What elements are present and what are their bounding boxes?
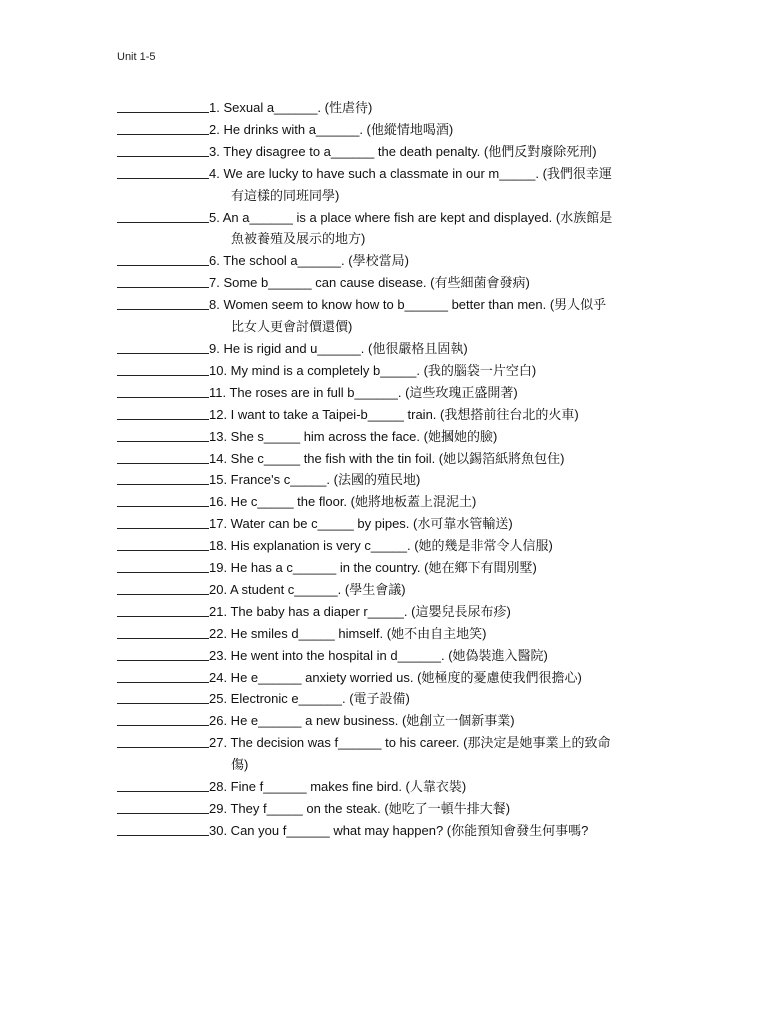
answer-blank[interactable] xyxy=(117,163,209,179)
item-text: 13. She s_____ him across the face. (她摑她的臉) xyxy=(209,428,498,444)
item-text: 17. Water can be c_____ by pipes. (水可靠水管輸送) xyxy=(209,516,513,532)
item-text-continued: 比女人更會討價還價) xyxy=(231,319,353,335)
item-text: 30. Can you f______ what may happen? (你能預知會發生何事嗎? xyxy=(209,822,589,838)
item-text: 4. We are lucky to have such a classmate in our m_____. (我們很幸運 有這樣的同班同學) xyxy=(209,163,677,207)
answer-blank[interactable] xyxy=(117,579,209,595)
answer-blank[interactable] xyxy=(117,623,209,639)
answer-blank[interactable] xyxy=(117,513,209,529)
list-item xyxy=(117,141,677,163)
list-item xyxy=(117,448,677,470)
item-text-continued: 有這樣的同班同學) xyxy=(231,187,340,203)
item-text: 9. He is rigid and u______. (他很嚴格且固執) xyxy=(209,340,468,356)
list-item xyxy=(117,732,677,776)
list-item xyxy=(117,382,677,404)
page-title: Unit 1-5 xyxy=(117,51,156,63)
list-item xyxy=(117,119,677,141)
item-text: 18. His explanation is very c_____. (她的幾是非常令人信服) xyxy=(209,538,553,554)
list-item xyxy=(117,207,677,251)
list-item xyxy=(117,360,677,382)
list-item xyxy=(117,776,677,798)
list-item xyxy=(117,798,677,820)
exercise-list xyxy=(117,97,677,842)
item-text: 3. They disagree to a______ the death penalty. (他們反對廢除死刑) xyxy=(209,143,597,159)
item-text: 21. The baby has a diaper r_____. (這嬰兒長尿布疹) xyxy=(209,603,511,619)
list-item xyxy=(117,338,677,360)
list-item xyxy=(117,469,677,491)
item-text: 24. He e______ anxiety worried us. (她極度的憂慮使我們很擔心) xyxy=(209,669,582,685)
list-item xyxy=(117,426,677,448)
list-item xyxy=(117,294,677,338)
list-item xyxy=(117,667,677,689)
list-item xyxy=(117,535,677,557)
answer-blank[interactable] xyxy=(117,338,209,354)
list-item xyxy=(117,710,677,732)
answer-blank[interactable] xyxy=(117,448,209,464)
item-text: 6. The school a______. (學校當局) xyxy=(209,253,409,269)
answer-blank[interactable] xyxy=(117,798,209,814)
item-text: 22. He smiles d_____ himself. (她不由自主地笑) xyxy=(209,625,487,641)
item-text: 29. They f_____ on the steak. (她吃了一頓牛排大餐) xyxy=(209,801,511,816)
item-text: 14. She c_____ the fish with the tin foil. (她以錫箔紙將魚包住) xyxy=(209,450,565,466)
answer-blank[interactable] xyxy=(117,667,209,683)
answer-blank[interactable] xyxy=(117,645,209,661)
list-item xyxy=(117,163,677,207)
answer-blank[interactable] xyxy=(117,294,209,310)
item-text: 15. France's c_____. (法國的殖民地) xyxy=(209,472,421,488)
item-text: 10. My mind is a completely b_____. (我的腦袋一片空白) xyxy=(209,362,537,378)
list-item xyxy=(117,688,677,710)
list-item xyxy=(117,97,677,119)
item-text: 12. I want to take a Taipei-b_____ train. (我想搭前往台北的火車) xyxy=(209,406,579,422)
item-text: 23. He went into the hospital in d______. (她偽裝進入醫院) xyxy=(209,647,548,663)
list-item xyxy=(117,404,677,426)
answer-blank[interactable] xyxy=(117,601,209,617)
answer-blank[interactable] xyxy=(117,535,209,551)
item-text: 7. Some b______ can cause disease. (有些細菌會發病) xyxy=(209,275,530,291)
answer-blank[interactable] xyxy=(117,207,209,223)
item-text: 26. He e______ a new business. (她創立一個新事業) xyxy=(209,713,515,729)
list-item xyxy=(117,645,677,667)
answer-blank[interactable] xyxy=(117,119,209,135)
answer-blank[interactable] xyxy=(117,426,209,442)
item-text: 27. The decision was f______ to his career. (那決定是她事業上的致命 傷) xyxy=(209,732,677,776)
answer-blank[interactable] xyxy=(117,469,209,485)
item-text: 11. The roses are in full b______. (這些玫瑰正盛開著) xyxy=(209,384,518,400)
answer-blank[interactable] xyxy=(117,360,209,376)
answer-blank[interactable] xyxy=(117,710,209,726)
list-item xyxy=(117,579,677,601)
item-text: 16. He c_____ the floor. (她將地板蓋上混泥土) xyxy=(209,494,477,510)
answer-blank[interactable] xyxy=(117,491,209,507)
answer-blank[interactable] xyxy=(117,557,209,573)
answer-blank[interactable] xyxy=(117,732,209,748)
item-text-continued: 傷) xyxy=(231,757,249,773)
answer-blank[interactable] xyxy=(117,820,209,836)
item-text: 2. He drinks with a______. (他縱情地喝酒) xyxy=(209,121,454,137)
item-text: 19. He has a c______ in the country. (她在鄉下有間別墅) xyxy=(209,560,537,576)
list-item xyxy=(117,623,677,645)
answer-blank[interactable] xyxy=(117,688,209,704)
answer-blank[interactable] xyxy=(117,776,209,792)
list-item xyxy=(117,601,677,623)
item-text: 1. Sexual a______. (性虐待) xyxy=(209,100,373,115)
answer-blank[interactable] xyxy=(117,382,209,398)
list-item xyxy=(117,250,677,272)
answer-blank[interactable] xyxy=(117,250,209,266)
item-text: 20. A student c______. (學生會議) xyxy=(209,581,406,597)
list-item xyxy=(117,491,677,513)
item-text: 5. An a______ is a place where fish are kept and displayed. (水族館是 魚被養殖及展示的地方) xyxy=(209,207,677,251)
answer-blank[interactable] xyxy=(117,272,209,288)
list-item xyxy=(117,272,677,294)
item-text: 25. Electronic e______. (電子設備) xyxy=(209,691,410,707)
answer-blank[interactable] xyxy=(117,97,209,113)
list-item xyxy=(117,820,677,842)
item-text: 8. Women seem to know how to b______ better than men. (男人似乎 比女人更會討價還價) xyxy=(209,294,677,338)
item-text-continued: 魚被養殖及展示的地方) xyxy=(231,231,366,247)
list-item xyxy=(117,513,677,535)
list-item xyxy=(117,557,677,579)
answer-blank[interactable] xyxy=(117,141,209,157)
item-text: 28. Fine f______ makes fine bird. (人靠衣裝) xyxy=(209,779,467,795)
answer-blank[interactable] xyxy=(117,404,209,420)
